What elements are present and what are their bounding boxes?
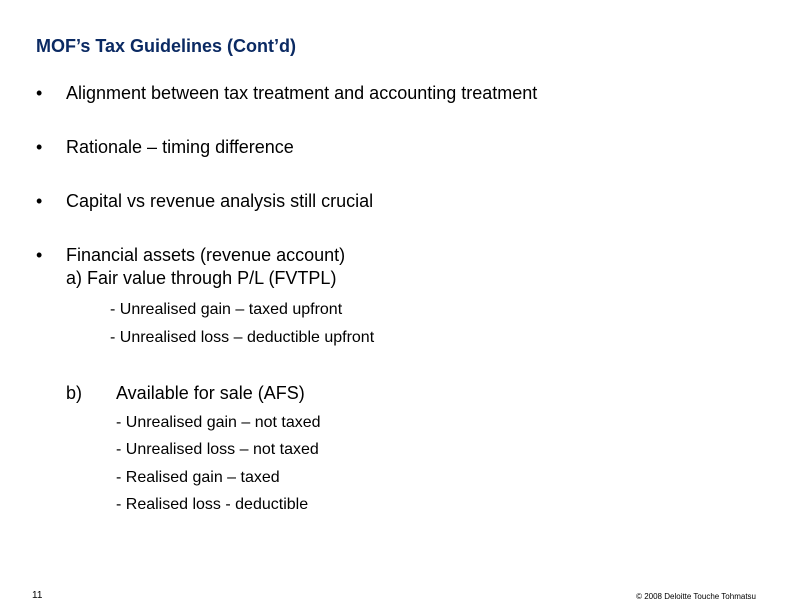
- fvtpl-item-unrealised-loss: - Unrealised loss – deductible upfront: [110, 329, 375, 346]
- bullet-text: Financial assets (revenue account): [66, 245, 346, 265]
- afs-label: b): [66, 383, 83, 403]
- afs-heading: Available for sale (AFS): [116, 383, 305, 403]
- afs-item-unrealised-gain: - Unrealised gain – not taxed: [116, 414, 321, 431]
- bullet-icon: •: [36, 83, 43, 103]
- slide-title: MOF’s Tax Guidelines (Cont’d): [36, 36, 297, 56]
- fvtpl-item-unrealised-gain: - Unrealised gain – taxed upfront: [110, 301, 343, 318]
- copyright-notice: © 2008 Deloitte Touche Tohmatsu: [636, 592, 756, 601]
- bullet-icon: •: [36, 137, 43, 157]
- bullet-icon: •: [36, 245, 43, 265]
- fvtpl-heading: a) Fair value through P/L (FVTPL): [66, 268, 337, 288]
- bullet-icon: •: [36, 191, 43, 211]
- afs-item-unrealised-loss: - Unrealised loss – not taxed: [116, 441, 319, 458]
- afs-item-realised-loss: - Realised loss - deductible: [116, 496, 309, 513]
- page-number: 11: [32, 590, 43, 601]
- bullet-text: Capital vs revenue analysis still crucial: [66, 191, 374, 211]
- afs-item-realised-gain: - Realised gain – taxed: [116, 469, 280, 486]
- bullet-text: Alignment between tax treatment and accounting treatment: [66, 83, 538, 103]
- bullet-text: Rationale – timing difference: [66, 137, 294, 157]
